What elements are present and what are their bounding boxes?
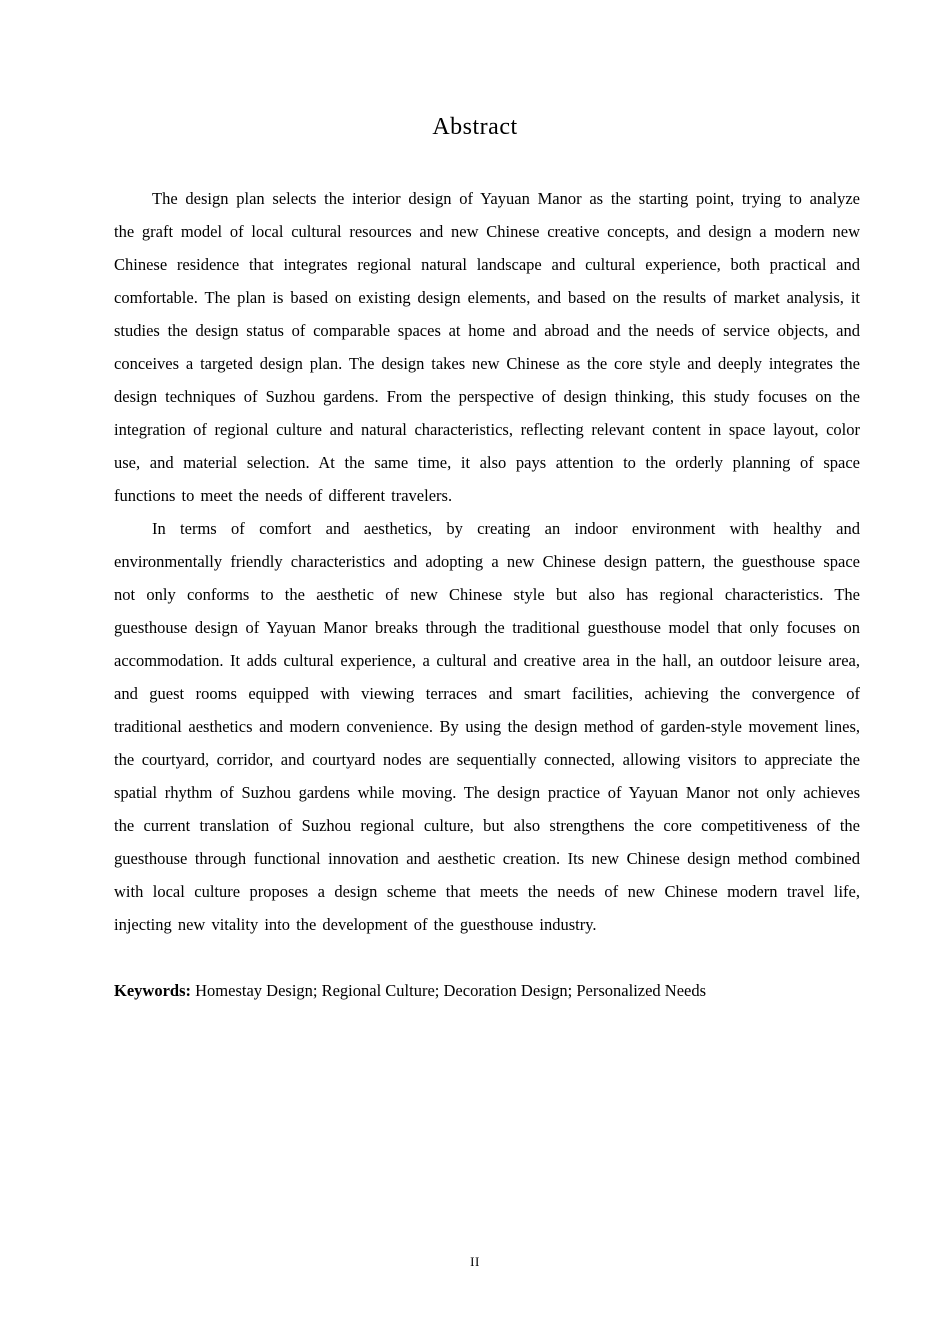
abstract-paragraph-1: The design plan selects the interior design of Yayuan Manor as the starting point, trying to analyze the graft model of local cultural resources and new Chinese creative concepts, and design a modern new Chinese residence that integrates regional natural landscape and cultural experience, both practical and comfortable. The plan is based on existing design elements, and based on the results of market analysis, it studies the design status of comparable spaces at home and abroad and the needs of service objects, and conceives a targeted design plan. The design takes new Chinese as the core style and deeply integrates the design techniques of Suzhou gardens. From the perspective of design thinking, this study focuses on the integration of regional culture and natural characteristics, reflecting relevant content in space layout, color use, and material selection. At the same time, it also pays attention to the orderly planning of space functions to meet the needs of different travelers. [114,189,860,505]
keywords-value: Homestay Design; Regional Culture; Decoration Design; Personalized Needs [195,981,707,1000]
abstract-paragraph-2: In terms of comfort and aesthetics, by creating an indoor environment with healthy and environmentally friendly characteristics and adopting a new Chinese design pattern, the guesthouse space not only conforms to the aesthetic of new Chinese style but also has regional characteristics. The guesthouse design of Yayuan Manor breaks through the traditional guesthouse model that only focuses on accommodation. It adds cultural experience, a cultural and creative area in the hall, an outdoor leisure area, and guest rooms equipped with viewing terraces and smart facilities, achieving the convergence of traditional aesthetics and modern convenience. By using the design method of garden-style movement lines, the courtyard, corridor, and courtyard nodes are sequentially connected, allowing visitors to appreciate the spatial rhythm of Suzhou gardens while moving. The design practice of Yayuan Manor not only achieves the current translation of Suzhou regional culture, but also strengthens the core competitiveness of the guesthouse through functional innovation and aesthetic creation. Its new Chinese design method combined with local culture proposes a design scheme that meets the needs of new Chinese modern travel life, injecting new vitality into the development of the guesthouse industry. [114,519,860,934]
abstract-body [114,182,860,1007]
page-number: II [470,1254,480,1269]
keywords-label: Keywords: [114,981,191,1000]
keywords-line [114,974,860,1007]
page-title: Abstract [432,114,518,140]
